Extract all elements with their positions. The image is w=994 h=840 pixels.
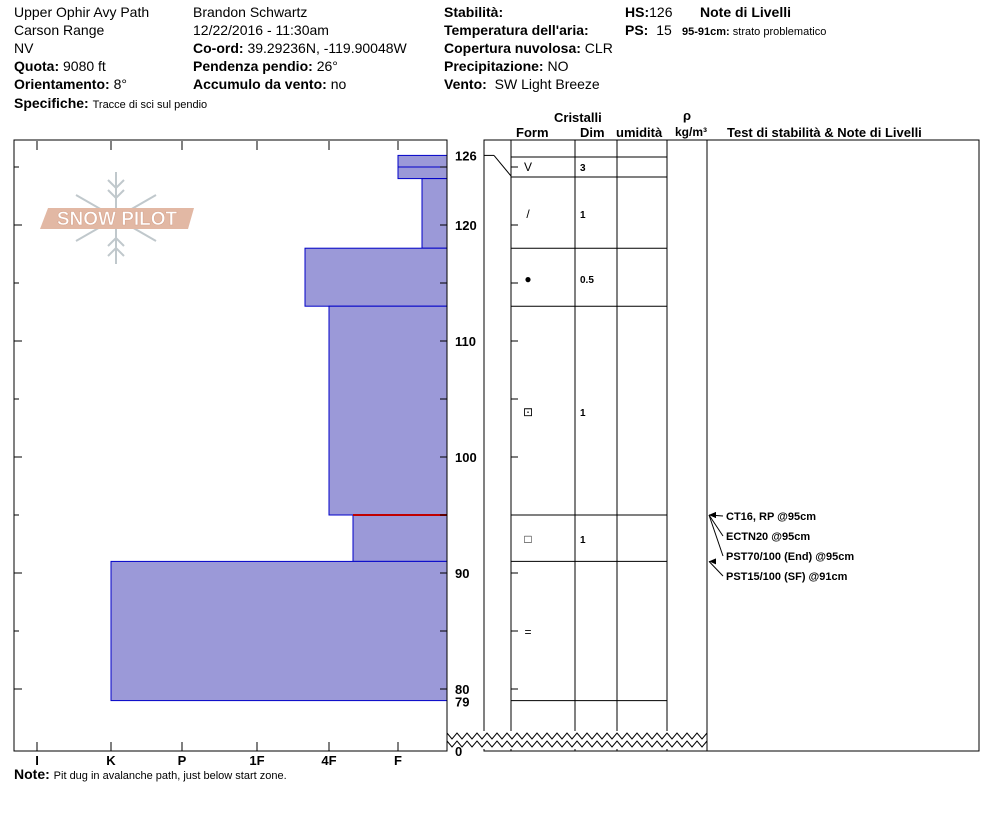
elevation-label: Quota: [14, 58, 60, 74]
hardness-layer-bar [305, 248, 447, 306]
layer-note-depth: 95-91cm: [682, 26, 730, 38]
hardness-tick-label: 1F [249, 753, 265, 768]
hardness-layer-bar [111, 561, 447, 700]
observation-datetime: 12/22/2016 - 11:30am [193, 22, 329, 38]
wind-loading-value: no [330, 76, 347, 92]
hardness-tick-label: K [106, 753, 116, 768]
coords-value: 39.29236N, -119.90048W [247, 40, 407, 56]
crystal-form-symbol: □ [524, 532, 532, 546]
crystal-size-value: 1 [580, 408, 586, 419]
hs-label: HS: [625, 4, 650, 20]
stability-tests [709, 511, 854, 583]
crystal-table [511, 157, 667, 701]
layer-note-text: strato problematico [732, 26, 827, 38]
moisture-header: umidità [616, 125, 663, 140]
air-temp-label: Temperatura dell'aria: [444, 22, 589, 38]
height-tick-label: 90 [455, 566, 470, 581]
range-name: Carson Range [14, 22, 105, 38]
stability-test-label: ECTN20 @95cm [726, 531, 811, 543]
crystal-form-symbol: V [523, 160, 533, 174]
form-header: Form [516, 125, 549, 140]
precip-label: Precipitazione: [444, 58, 544, 74]
stability-test-label: CT16, RP @95cm [726, 511, 817, 523]
test-pointer-line [709, 515, 723, 536]
hardness-tick-label: F [394, 753, 402, 768]
precip-value: NO [547, 58, 569, 74]
sky-value: CLR [584, 40, 613, 56]
footer-note-text: Pit dug in avalanche path, just below start zone. [53, 770, 287, 782]
layer-notes-title: Note di Livelli [700, 4, 792, 20]
specifics-label: Specifiche: [14, 95, 89, 111]
logo-text: SNOW PILOT [56, 209, 178, 230]
observer-name: Brandon Schwartz [193, 4, 308, 20]
size-header: Dim [580, 125, 605, 140]
hardness-layer-bar [329, 306, 447, 515]
crystal-form-symbol: / [526, 207, 530, 221]
crystal-size-value: 1 [580, 210, 586, 221]
height-tick-label: 110 [455, 334, 476, 349]
density-unit-header: kg/m³ [675, 125, 708, 139]
stability-test-label: PST70/100 (End) @95cm [726, 551, 855, 563]
test-pointer-arrow [709, 558, 716, 564]
rho-header: ρ [683, 108, 692, 123]
slope-label: Pendenza pendio: [193, 58, 313, 74]
tests-header: Test di stabilità & Note di Livelli [727, 125, 922, 140]
crystal-frame [484, 140, 979, 751]
hardness-layer-bar [422, 179, 447, 249]
height-extra-label: 0 [455, 744, 463, 759]
surface-connector [494, 155, 511, 176]
height-extra-label: 126 [455, 148, 477, 164]
hardness-tick-label: P [177, 753, 187, 768]
specifics-value: Tracce di sci sul pendio [92, 99, 208, 111]
ps-value: 15 [656, 22, 672, 38]
wind-label: Vento: [444, 76, 487, 92]
state-name: NV [14, 40, 34, 56]
hardness-layer-bar [398, 155, 447, 167]
snowpilot-logo [40, 172, 194, 264]
wind-value: SW Light Breeze [494, 76, 600, 92]
hardness-layer-bar [353, 515, 447, 561]
crystals-header: Cristalli [554, 110, 602, 125]
sky-label: Copertura nuvolosa: [444, 40, 581, 56]
hardness-layer-bar [398, 167, 447, 179]
elevation-value: 9080 ft [63, 58, 106, 74]
aspect-label: Orientamento: [14, 76, 110, 92]
slope-value: 26° [316, 58, 338, 74]
footer-note-label: Note: [14, 766, 50, 782]
stability-test-label: PST15/100 (SF) @91cm [726, 571, 848, 583]
height-tick-label: 100 [455, 450, 477, 465]
crystal-size-value: 3 [580, 163, 586, 174]
height-tick-label: 80 [455, 682, 470, 697]
ps-label: PS: [625, 22, 649, 38]
crystal-form-symbol: = [524, 625, 532, 639]
stability-label: Stabilità: [444, 4, 504, 20]
crystal-form-symbol: ⊡ [522, 405, 534, 419]
hardness-tick-label: 4F [321, 753, 337, 768]
height-tick-label: 120 [455, 218, 477, 233]
aspect-value: 8° [113, 76, 127, 92]
coords-label: Co-ord: [193, 40, 244, 56]
location-name: Upper Ophir Avy Path [14, 4, 150, 20]
crystal-size-value: 1 [580, 535, 586, 546]
wind-loading-label: Accumulo da vento: [193, 76, 327, 92]
hardness-layers [111, 155, 447, 700]
crystal-size-value: 0.5 [580, 275, 594, 286]
crystal-form-symbol: ● [524, 272, 532, 286]
height-extra-label: 79 [455, 694, 470, 710]
hardness-tick-label: I [35, 753, 39, 768]
test-pointer-line [709, 515, 723, 556]
hs-value: 126 [649, 4, 673, 20]
